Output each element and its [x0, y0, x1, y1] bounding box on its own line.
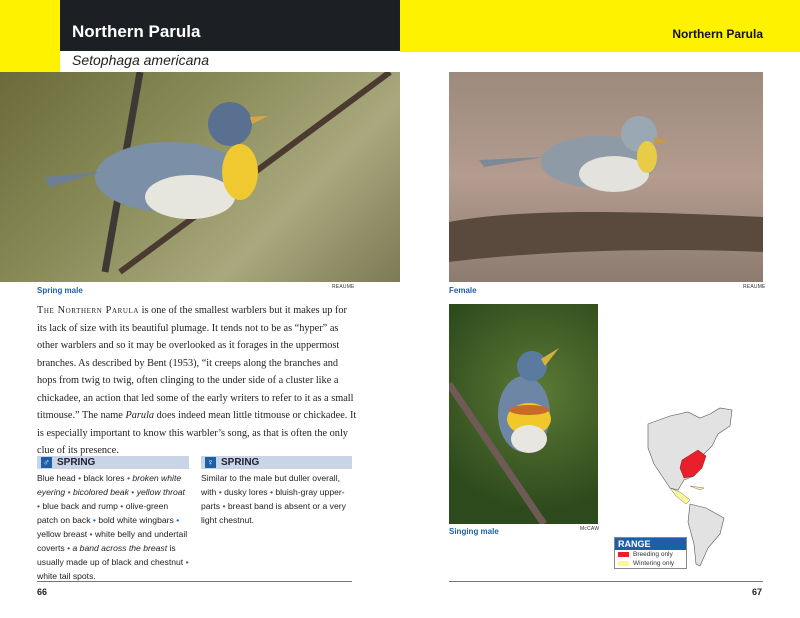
field-marks-text: Blue head • black lores • broken white eyering • bicolored beak • yellow throat • blue back and rump • olive-green patch on back • bold white wingbars • yellow breast • white belly and undertail coverts • a band across the breast is usually made up of black and chestnut • white tail spots.	[37, 473, 189, 581]
photo-credit: REAUME	[332, 284, 355, 290]
footer-rule	[449, 581, 763, 582]
species-description: The Northern Parula is one of the smallest warblers but it makes up for its lack of size with its beautiful plumage. It tends not to be as “hyper” as other warblers and so it may be overlooked as it forages in the uppermost branches. As described by Bent (1953), “it creeps along the branches and hops from twig to twig, often clinging to the under side of a cluster like a chickadee, an action that led some of the early writers to refer to it as a small titmouse.” The name Parula does indeed mean little titmouse or chickadee. It is especially important to know this warbler’s song, as that is often the only clue of its presence.	[37, 305, 357, 456]
male-symbol-icon: ♂	[41, 457, 52, 468]
photo-caption: Singing male	[449, 527, 499, 536]
range-heading: RANGE	[615, 538, 686, 550]
south-america-shape	[688, 504, 724, 566]
running-title: Northern Parula	[672, 27, 763, 41]
right-header-band	[400, 0, 800, 52]
photo-female	[449, 72, 763, 282]
field-marks-male: ♂ SPRING Blue head • black lores • broken white eyering • bicolored beak • yellow throat • blue back and rump • olive-green patch on back • bold white wingbars • yellow breast • white belly and undertail coverts • a band across the breast is usually made up of black and chestnut • white tail spots.	[37, 457, 189, 581]
photo-credit: REAUME	[743, 284, 766, 290]
photo-caption: Spring male	[37, 286, 83, 295]
photo-singing-male	[449, 304, 598, 524]
header-color-band	[0, 0, 60, 72]
field-marks-female: ♀ SPRING Similar to the male but duller overall, with • dusky lores • bluish-gray upper-parts • breast band is absent or a very light chestnut.	[201, 456, 352, 527]
lead-in: The Northern Parula	[37, 305, 140, 316]
photo-credit: McCAW	[580, 526, 600, 532]
range-legend	[614, 537, 687, 569]
photo-caption: Female	[449, 286, 477, 295]
scientific-name: Setophaga americana	[72, 52, 209, 68]
page-number: 66	[37, 587, 48, 597]
wintering-range	[670, 488, 690, 504]
legend-item-breeding: Breeding only	[615, 550, 686, 559]
footer-rule	[37, 581, 352, 582]
species-title: Northern Parula	[60, 0, 400, 51]
field-marks-text: Similar to the male but duller overall, with • dusky lores • bluish-gray upper-parts • breast band is absent or a very light chestnut.	[201, 473, 346, 525]
photo-spring-male	[0, 72, 400, 282]
page-number: 67	[752, 587, 763, 597]
female-symbol-icon: ♀	[205, 457, 216, 468]
north-america-shape	[648, 408, 732, 490]
legend-item-wintering: Wintering only	[615, 559, 686, 568]
bird-illustration	[0, 72, 400, 282]
